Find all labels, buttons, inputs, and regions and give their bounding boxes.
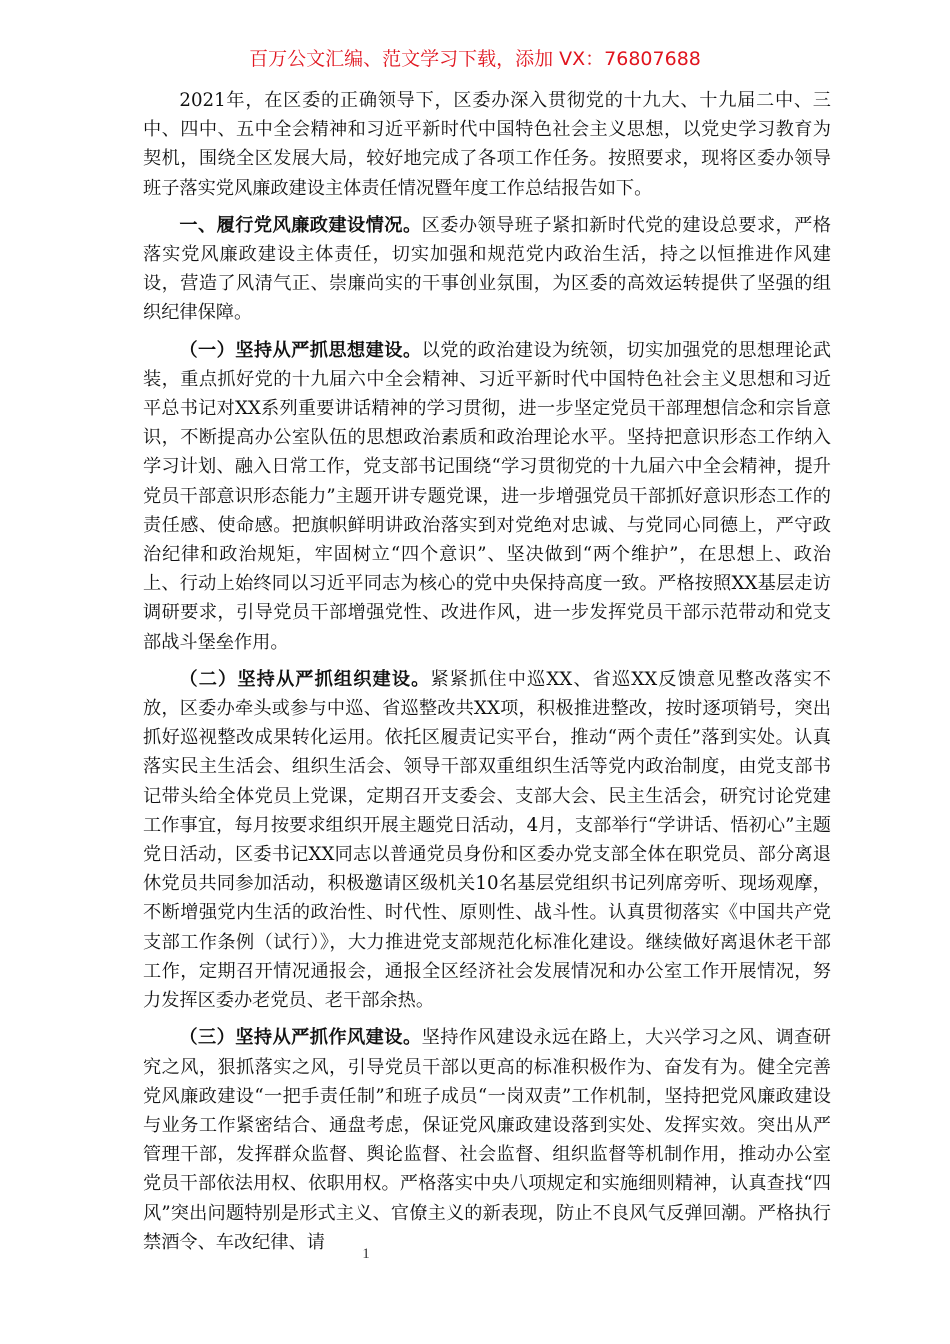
subsection-3-paragraph — [143, 1023, 831, 1257]
page-number: 1 — [362, 1246, 370, 1262]
subsection-3-heading: （三）坚持从严抓作风建设。 — [179, 1027, 422, 1049]
paragraph-text: 坚持作风建设永远在路上，大兴学习之风、调查研究之风，狠抓落实之风，引导党员干部以更高的标准积极作为、奋发有为。健全完善党风廉政建设“一把手责任制”和班子成员“一岗双责”工作机制，坚持把党风廉政建设与业务工作紧密结合、通盘考虑，保证党风廉政建设落到实处、发挥实效。突出从严管理干部，发挥群众监督、舆论监督、社会监督、组织监督等机制作用，推动办公室党员干部依法用权、依职用权。严格落实中央八项规定和实施细则精神，认真查找“四风”突出问题特别是形式主义、官僚主义的新表现，防止不良风气反弹回潮。严格执行禁酒令、车改纪律、请 — [143, 1027, 831, 1253]
subsection-2-paragraph — [143, 665, 831, 1015]
section-1-paragraph — [143, 211, 831, 328]
section-1-heading: 一、履行党风廉政建设情况。 — [179, 214, 422, 236]
document-body — [143, 86, 831, 1265]
watermark-header: 百万公文汇编、范文学习下载，添加 VX：76807688 — [249, 48, 701, 70]
intro-paragraph — [143, 86, 831, 203]
subsection-1-paragraph — [143, 336, 831, 657]
paragraph-text: 以党的政治建设为统领，切实加强党的思想理论武装，重点抓好党的十九届六中全会精神、习近平新时代中国特色社会主义思想和习近平总书记对XX系列重要讲话精神的学习贯彻，进一步坚定党员干部理想信念和宗旨意识，不断提高办公室队伍的思想政治素质和政治理论水平。坚持把意识形态工作纳入学习计划、融入日常工作，党支部书记围绕“学习贯彻党的十九届六中全会精神，提升党员干部意识形态能力”主题开讲专题党课，进一步增强党员干部抓好意识形态工作的责任感、使命感。把旗帜鲜明讲政治落实到对党绝对忠诚、与党同心同德上，严守政治纪律和政治规矩，牢固树立“四个意识”、坚决做到“两个维护”，在思想上、政治上、行动上始终同以习近平同志为核心的党中央保持高度一致。严格按照XX基层走访调研要求，引导党员干部增强党性、改进作风，进一步发挥党员干部示范带动和党支部战斗堡垒作用。 — [143, 339, 831, 653]
paragraph-text: 紧紧抓住中巡XX、省巡XX反馈意见整改落实不放，区委办牵头或参与中巡、省巡整改共XX项，积极推进整改，按时逐项销号，突出抓好巡视整改成果转化运用。依托区履责记实平台，推动“两个责任”落到实处。认真落实民主生活会、组织生活会、领导干部双重组织生活等党内政治制度，由党支部书记带头给全体党员上党课，定期召开支委会、支部大会、民主生活会，研究讨论党建工作事宜，每月按要求组织开展主题党日活动，4月，支部举行“学讲话、悟初心”主题党日活动，区委书记XX同志以普通党员身份和区委办党支部全体在职党员、部分离退休党员共同参加活动，积极邀请区级机关10名基层党组织书记列席旁听、现场观摩，不断增强党内生活的政治性、时代性、原则性、战斗性。认真贯彻落实《中国共产党支部工作条例（试行）》，大力推进党支部规范化标准化建设。继续做好离退休老干部工作，定期召开情况通报会，通报全区经济社会发展情况和办公室工作开展情况，努力发挥区委办老党员、老干部余热。 — [143, 668, 831, 1012]
paragraph-text: 区委办领导班子紧扣新时代党的建设总要求，严格落实党风廉政建设主体责任，切实加强和规范党内政治生活，持之以恒推进作风建设，营造了风清气正、崇廉尚实的干事创业氛围，为区委的高效运转提供了坚强的组织纪律保障。 — [143, 214, 831, 324]
paragraph-text: 2021年，在区委的正确领导下，区委办深入贯彻党的十九大、十九届二中、三中、四中、五中全会精神和习近平新时代中国特色社会主义思想，以党史学习教育为契机，围绕全区发展大局，较好地完成了各项工作任务。按照要求，现将区委办领导班子落实党风廉政建设主体责任情况暨年度工作总结报告如下。 — [143, 90, 831, 199]
subsection-2-heading: （二）坚持从严抓组织建设。 — [179, 668, 431, 690]
subsection-1-heading: （一）坚持从严抓思想建设。 — [179, 339, 422, 361]
